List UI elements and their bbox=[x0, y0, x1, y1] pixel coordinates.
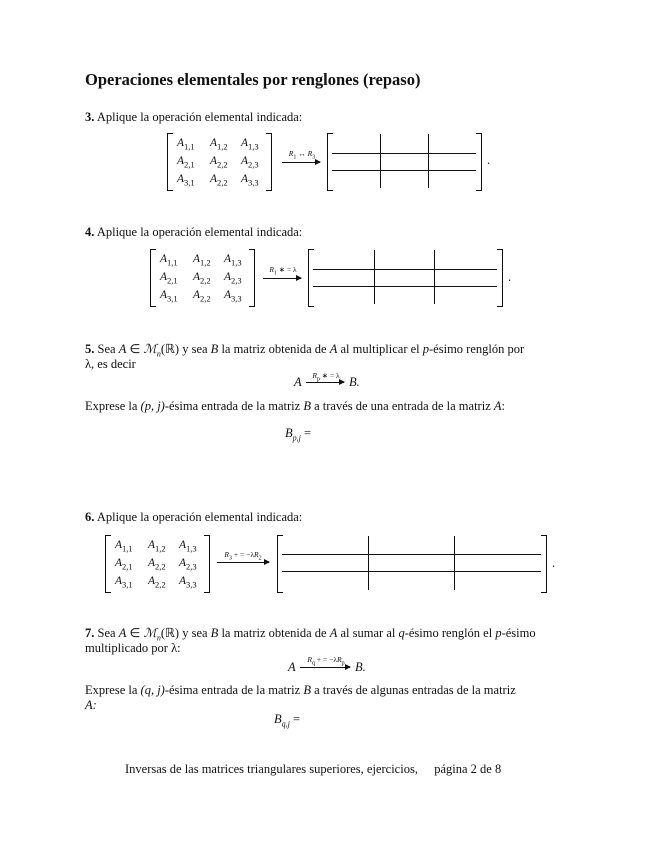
exercise-5-statement: 5. Sea A ∈ ℳ$_n$(ℝ) y sea B la matriz obtenida de A al multiplicar el p-ésimo renglón por bbox=[85, 342, 525, 359]
ex6-answer-bracket-close bbox=[541, 535, 547, 593]
ex3-left-bracket-close bbox=[266, 133, 272, 191]
answer-column-divider bbox=[454, 536, 455, 590]
matrix-entry: $A_{2,2}$ bbox=[148, 557, 166, 572]
page-footer bbox=[125, 762, 501, 777]
matrix-entry: $A_{3,1}$ bbox=[177, 173, 195, 188]
matrix-entry: $A_{2,2}$ bbox=[193, 289, 211, 304]
exercise-7-question-line2: A: bbox=[85, 698, 97, 712]
ex4-source-matrix bbox=[160, 253, 250, 307]
ex4-left-bracket-close bbox=[249, 249, 255, 307]
footer-course: Inversas de las matrices triangulares superiores, ejercicios, bbox=[125, 762, 418, 776]
exercise-7-question: Exprese la (q, j)-ésima entrada de la matriz B a través de algunas entradas de la matriz bbox=[85, 683, 516, 697]
ex4-period: . bbox=[508, 270, 512, 284]
matrix-entry: $A_{2,3}$ bbox=[241, 155, 259, 170]
matrix-entry: $A_{2,2}$ bbox=[148, 575, 166, 590]
matrix-entry: $A_{2,2}$ bbox=[210, 155, 228, 170]
exercise-5-question: Exprese la (p, j)-ésima entrada de la matriz B a través de una entrada de la matriz A: bbox=[85, 399, 505, 413]
ex3-left-bracket-open bbox=[167, 133, 173, 191]
answer-line bbox=[332, 153, 476, 154]
ex4-answer-bracket-open bbox=[308, 249, 314, 307]
exercise-5-number: 5. bbox=[85, 342, 95, 356]
ex4-left-bracket-open bbox=[150, 249, 156, 307]
matrix-entry: $A_{1,2}$ bbox=[210, 137, 228, 152]
matrix-entry: $A_{1,1}$ bbox=[115, 539, 133, 554]
ex3-operation-label: $R_1$ ↔ $R_3$ bbox=[288, 149, 316, 161]
ex3-source-matrix bbox=[177, 137, 267, 191]
exercise-3-text: Aplique la operación elemental indicada: bbox=[96, 110, 303, 124]
matrix-entry: $A_{2,2}$ bbox=[210, 173, 228, 188]
answer-line bbox=[282, 571, 541, 572]
matrix-entry: $A_{1,3}$ bbox=[241, 137, 259, 152]
matrix-entry: $A_{1,2}$ bbox=[193, 253, 211, 268]
ex6-period: . bbox=[552, 556, 556, 570]
matrix-entry: $A_{3,1}$ bbox=[160, 289, 178, 304]
answer-line bbox=[282, 554, 541, 555]
matrix-entry: $A_{3,3}$ bbox=[241, 173, 259, 188]
exercise-7-line2: multiplicado por λ: bbox=[85, 641, 181, 655]
ex7-formula-B: B. bbox=[355, 660, 366, 674]
exercise-4-text: Aplique la operación elemental indicada: bbox=[96, 225, 303, 239]
ex6-answer-bracket-open bbox=[277, 535, 283, 593]
exercise-3-number: 3. bbox=[85, 110, 95, 124]
matrix-entry: $A_{2,1}$ bbox=[115, 557, 133, 572]
matrix-entry: $A_{3,3}$ bbox=[224, 289, 242, 304]
ex6-arrow bbox=[217, 562, 269, 563]
exercise-4-number: 4. bbox=[85, 225, 95, 239]
answer-column-divider bbox=[374, 250, 375, 304]
ex5-formula-label: $R_p$ ∗ = λ bbox=[312, 371, 340, 383]
answer-column-divider bbox=[428, 134, 429, 188]
answer-line bbox=[332, 170, 476, 171]
exercise-6-number: 6. bbox=[85, 510, 95, 524]
ex3-answer-bracket-close bbox=[476, 133, 482, 191]
answer-column-divider bbox=[368, 536, 369, 590]
exercise-5-line2: λ, es decir bbox=[85, 357, 136, 371]
ex4-operation-label: $R_1$ ∗ = λ bbox=[269, 265, 297, 277]
matrix-entry: $A_{2,1}$ bbox=[160, 271, 178, 286]
matrix-entry: $A_{3,3}$ bbox=[179, 575, 197, 590]
ex6-source-matrix bbox=[115, 539, 205, 593]
ex4-arrow bbox=[263, 278, 301, 279]
matrix-entry: $A_{2,3}$ bbox=[224, 271, 242, 286]
exercise-4-statement bbox=[85, 225, 302, 240]
ex7-formula-label: $R_q$ + = $-\lambda R_p$ bbox=[307, 655, 345, 667]
matrix-entry: $A_{2,3}$ bbox=[179, 557, 197, 572]
answer-line bbox=[313, 286, 497, 287]
ex6-left-bracket-open bbox=[105, 535, 111, 593]
ex5-formula-B: B. bbox=[349, 375, 360, 389]
ex5-answer-prompt: $B_{p,j}$ = bbox=[285, 426, 312, 443]
exercise-6-statement bbox=[85, 510, 302, 525]
ex6-left-bracket-close bbox=[204, 535, 210, 593]
matrix-entry: $A_{2,1}$ bbox=[177, 155, 195, 170]
ex3-arrow bbox=[282, 162, 320, 163]
ex4-answer-bracket-close bbox=[497, 249, 503, 307]
ex6-operation-label: $R_3$ + = $-\lambda R_2$ bbox=[224, 550, 262, 562]
ex5-formula-arrow bbox=[306, 382, 344, 383]
ex7-formula-A: A bbox=[288, 660, 296, 674]
matrix-entry: $A_{1,3}$ bbox=[179, 539, 197, 554]
matrix-entry: $A_{1,1}$ bbox=[177, 137, 195, 152]
exercise-7-statement: 7. Sea A ∈ ℳ$_n$(ℝ) y sea B la matriz obtenida de A al sumar al q-ésimo renglón el p-ésimo bbox=[85, 626, 536, 643]
answer-column-divider bbox=[434, 250, 435, 304]
matrix-entry: $A_{1,3}$ bbox=[224, 253, 242, 268]
exercise-7-number: 7. bbox=[85, 626, 95, 640]
ex3-answer-bracket-open bbox=[327, 133, 333, 191]
matrix-entry: $A_{2,2}$ bbox=[193, 271, 211, 286]
matrix-entry: $A_{1,1}$ bbox=[160, 253, 178, 268]
exercise-3-statement bbox=[85, 110, 302, 125]
footer-page-number: página 2 de 8 bbox=[434, 762, 502, 776]
ex7-formula-arrow bbox=[300, 667, 350, 668]
exercise-6-text: Aplique la operación elemental indicada: bbox=[96, 510, 303, 524]
matrix-entry: $A_{3,1}$ bbox=[115, 575, 133, 590]
matrix-entry: $A_{1,2}$ bbox=[148, 539, 166, 554]
answer-column-divider bbox=[380, 134, 381, 188]
page-title: Operaciones elementales por renglones (repaso) bbox=[85, 70, 421, 89]
ex3-period: . bbox=[487, 153, 491, 167]
ex5-formula-A: A bbox=[294, 375, 302, 389]
ex7-answer-prompt: $B_{q,j}$ = bbox=[274, 712, 301, 729]
answer-line bbox=[313, 269, 497, 270]
